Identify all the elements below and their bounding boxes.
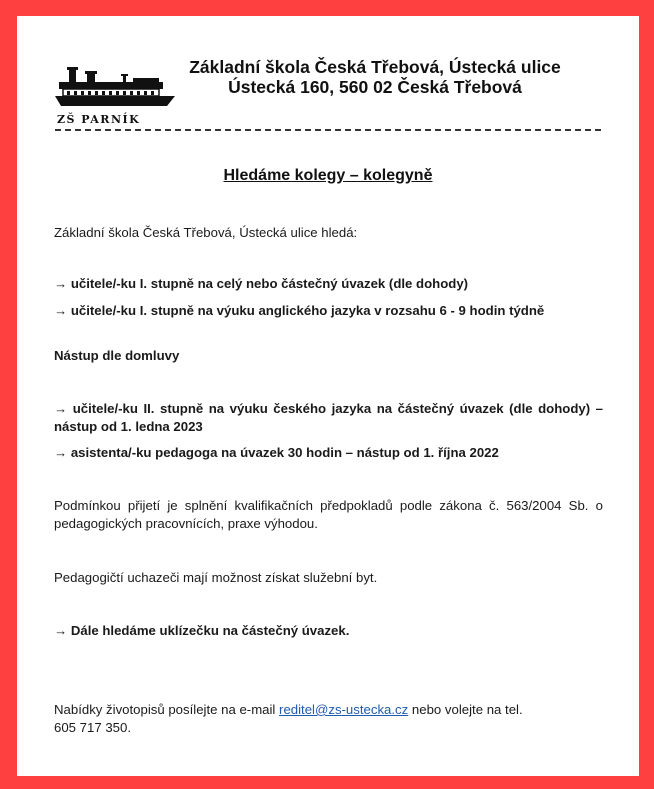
header-divider <box>55 129 601 131</box>
contact-text <box>54 701 603 737</box>
housing-text: Pedagogičtí uchazeči mají možnost získat služební byt. <box>54 570 378 585</box>
position-item-2: → učitele/-ku I. stupně na výuku anglického jazyka v rozsahu 6 - 9 hodin týdně <box>54 303 545 318</box>
school-header <box>165 57 585 97</box>
contact-lead: Nabídky životopisů posílejte na e-mail <box>54 702 276 717</box>
logo-text: ZŠ PARNÍK <box>57 113 141 126</box>
cleaner-position: → Dále hledáme uklízečku na částečný úvazek. <box>54 623 350 638</box>
position-item-4: → asistenta/-ku pedagoga na úvazek 30 hodin – nástup od 1. října 2022 <box>54 445 499 460</box>
contact-tail: nebo volejte na tel. <box>411 702 523 717</box>
phone-number: 605 717 350. <box>54 720 132 735</box>
steamboat-logo <box>55 66 177 116</box>
position-item-3: → učitele/-ku II. stupně na výuku českého jazyka na částečný úvazek (dle dohody) – nástup od 1. ledna 2023 <box>54 401 603 434</box>
position-item-1: → učitele/-ku I. stupně na celý nebo částečný úvazek (dle dohody) <box>54 276 469 291</box>
school-address: Ústecká 160, 560 02 Česká Třebová <box>228 77 522 97</box>
document-page <box>17 16 639 776</box>
conditions-text: Podmínkou přijetí je splnění kvalifikačních předpokladů podle zákona č. 563/2004 Sb. o pedagogických pracovnících, praxe výhodou. <box>54 498 603 531</box>
email-link[interactable]: reditel@zs-ustecka.cz <box>279 702 409 717</box>
page-title: Hledáme kolegy – kolegyně <box>223 167 433 184</box>
start-note: Nástup dle domluvy <box>54 348 180 363</box>
school-name: Základní škola Česká Třebová, Ústecká ulice <box>189 57 561 77</box>
intro-text: Základní škola Česká Třebová, Ústecká ulice hledá: <box>54 225 358 240</box>
